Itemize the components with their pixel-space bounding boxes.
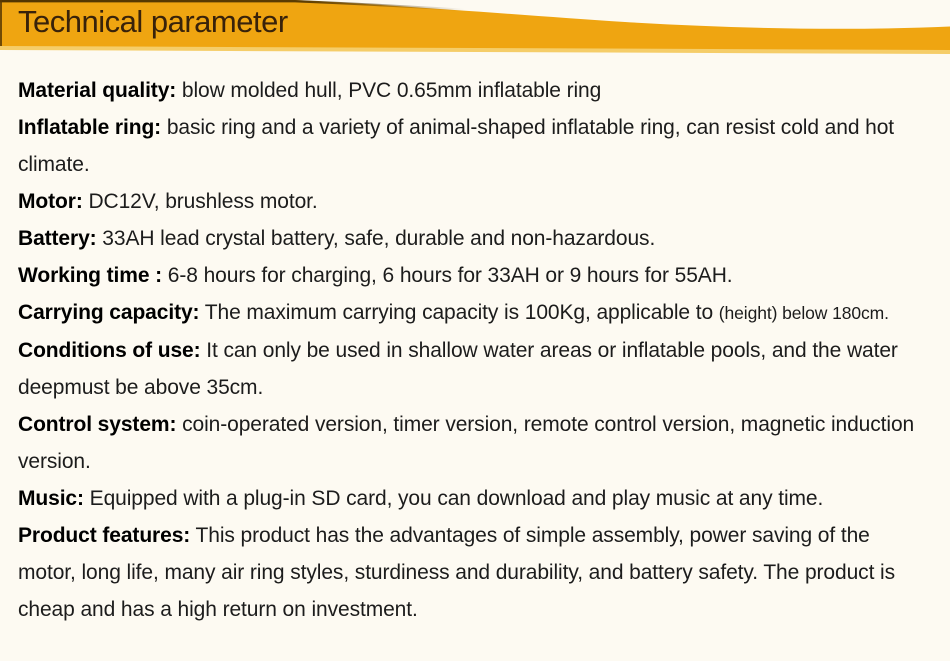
spec-material-quality [18, 72, 920, 109]
spec-text: Equipped with a plug-in SD card, you can download and play music at any time. [83, 487, 824, 510]
spec-text: It can only be used in shallow water areas or inflatable pools, and the water deepmust be above 35cm. [18, 339, 898, 399]
spec-text: basic ring and a variety of animal-shaped inflatable ring, can resist cold and hot climate. [18, 116, 895, 176]
spec-label: Material quality: [18, 79, 177, 102]
spec-label: Conditions of use: [18, 339, 201, 362]
spec-label: Working time : [18, 264, 163, 287]
spec-label: Product features: [18, 524, 191, 547]
spec-inflatable-ring [18, 109, 920, 183]
page-title: Technical parameter [18, 4, 288, 39]
spec-label: Inflatable ring: [18, 116, 162, 139]
spec-label: Control system: [18, 413, 177, 436]
spec-text: The maximum carrying capacity is 100Kg, applicable to [199, 301, 719, 324]
spec-text: 33AH lead crystal battery, safe, durable and non-hazardous. [96, 227, 656, 250]
spec-text: DC12V, brushless motor. [82, 190, 318, 213]
spec-label: Motor: [18, 190, 83, 213]
spec-control-system [18, 406, 920, 480]
spec-product-features [18, 517, 920, 628]
spec-text: coin-operated version, timer version, remote control version, magnetic induction version. [18, 413, 915, 473]
banner [0, 0, 950, 55]
spec-text: blow molded hull, PVC 0.65mm inflatable ring [176, 79, 602, 102]
spec-label: Music: [18, 487, 84, 510]
spec-motor [18, 183, 920, 220]
spec-carrying-capacity [18, 294, 920, 332]
spec-text: 6-8 hours for charging, 6 hours for 33AH or 9 hours for 55AH. [162, 264, 733, 287]
spec-label: Battery: [18, 227, 97, 250]
spec-list [0, 55, 950, 628]
spec-text-small: (height) below 180cm. [718, 303, 889, 323]
spec-music [18, 480, 920, 517]
spec-label: Carrying capacity: [18, 301, 200, 324]
spec-working-time [18, 257, 920, 294]
spec-text: This product has the advantages of simple assembly, power saving of the motor, long life, many air ring styles, sturdiness and durability, and battery safety. The product is cheap and has a high return on investment. [18, 524, 895, 621]
spec-battery [18, 220, 920, 257]
spec-conditions-of-use [18, 332, 920, 406]
